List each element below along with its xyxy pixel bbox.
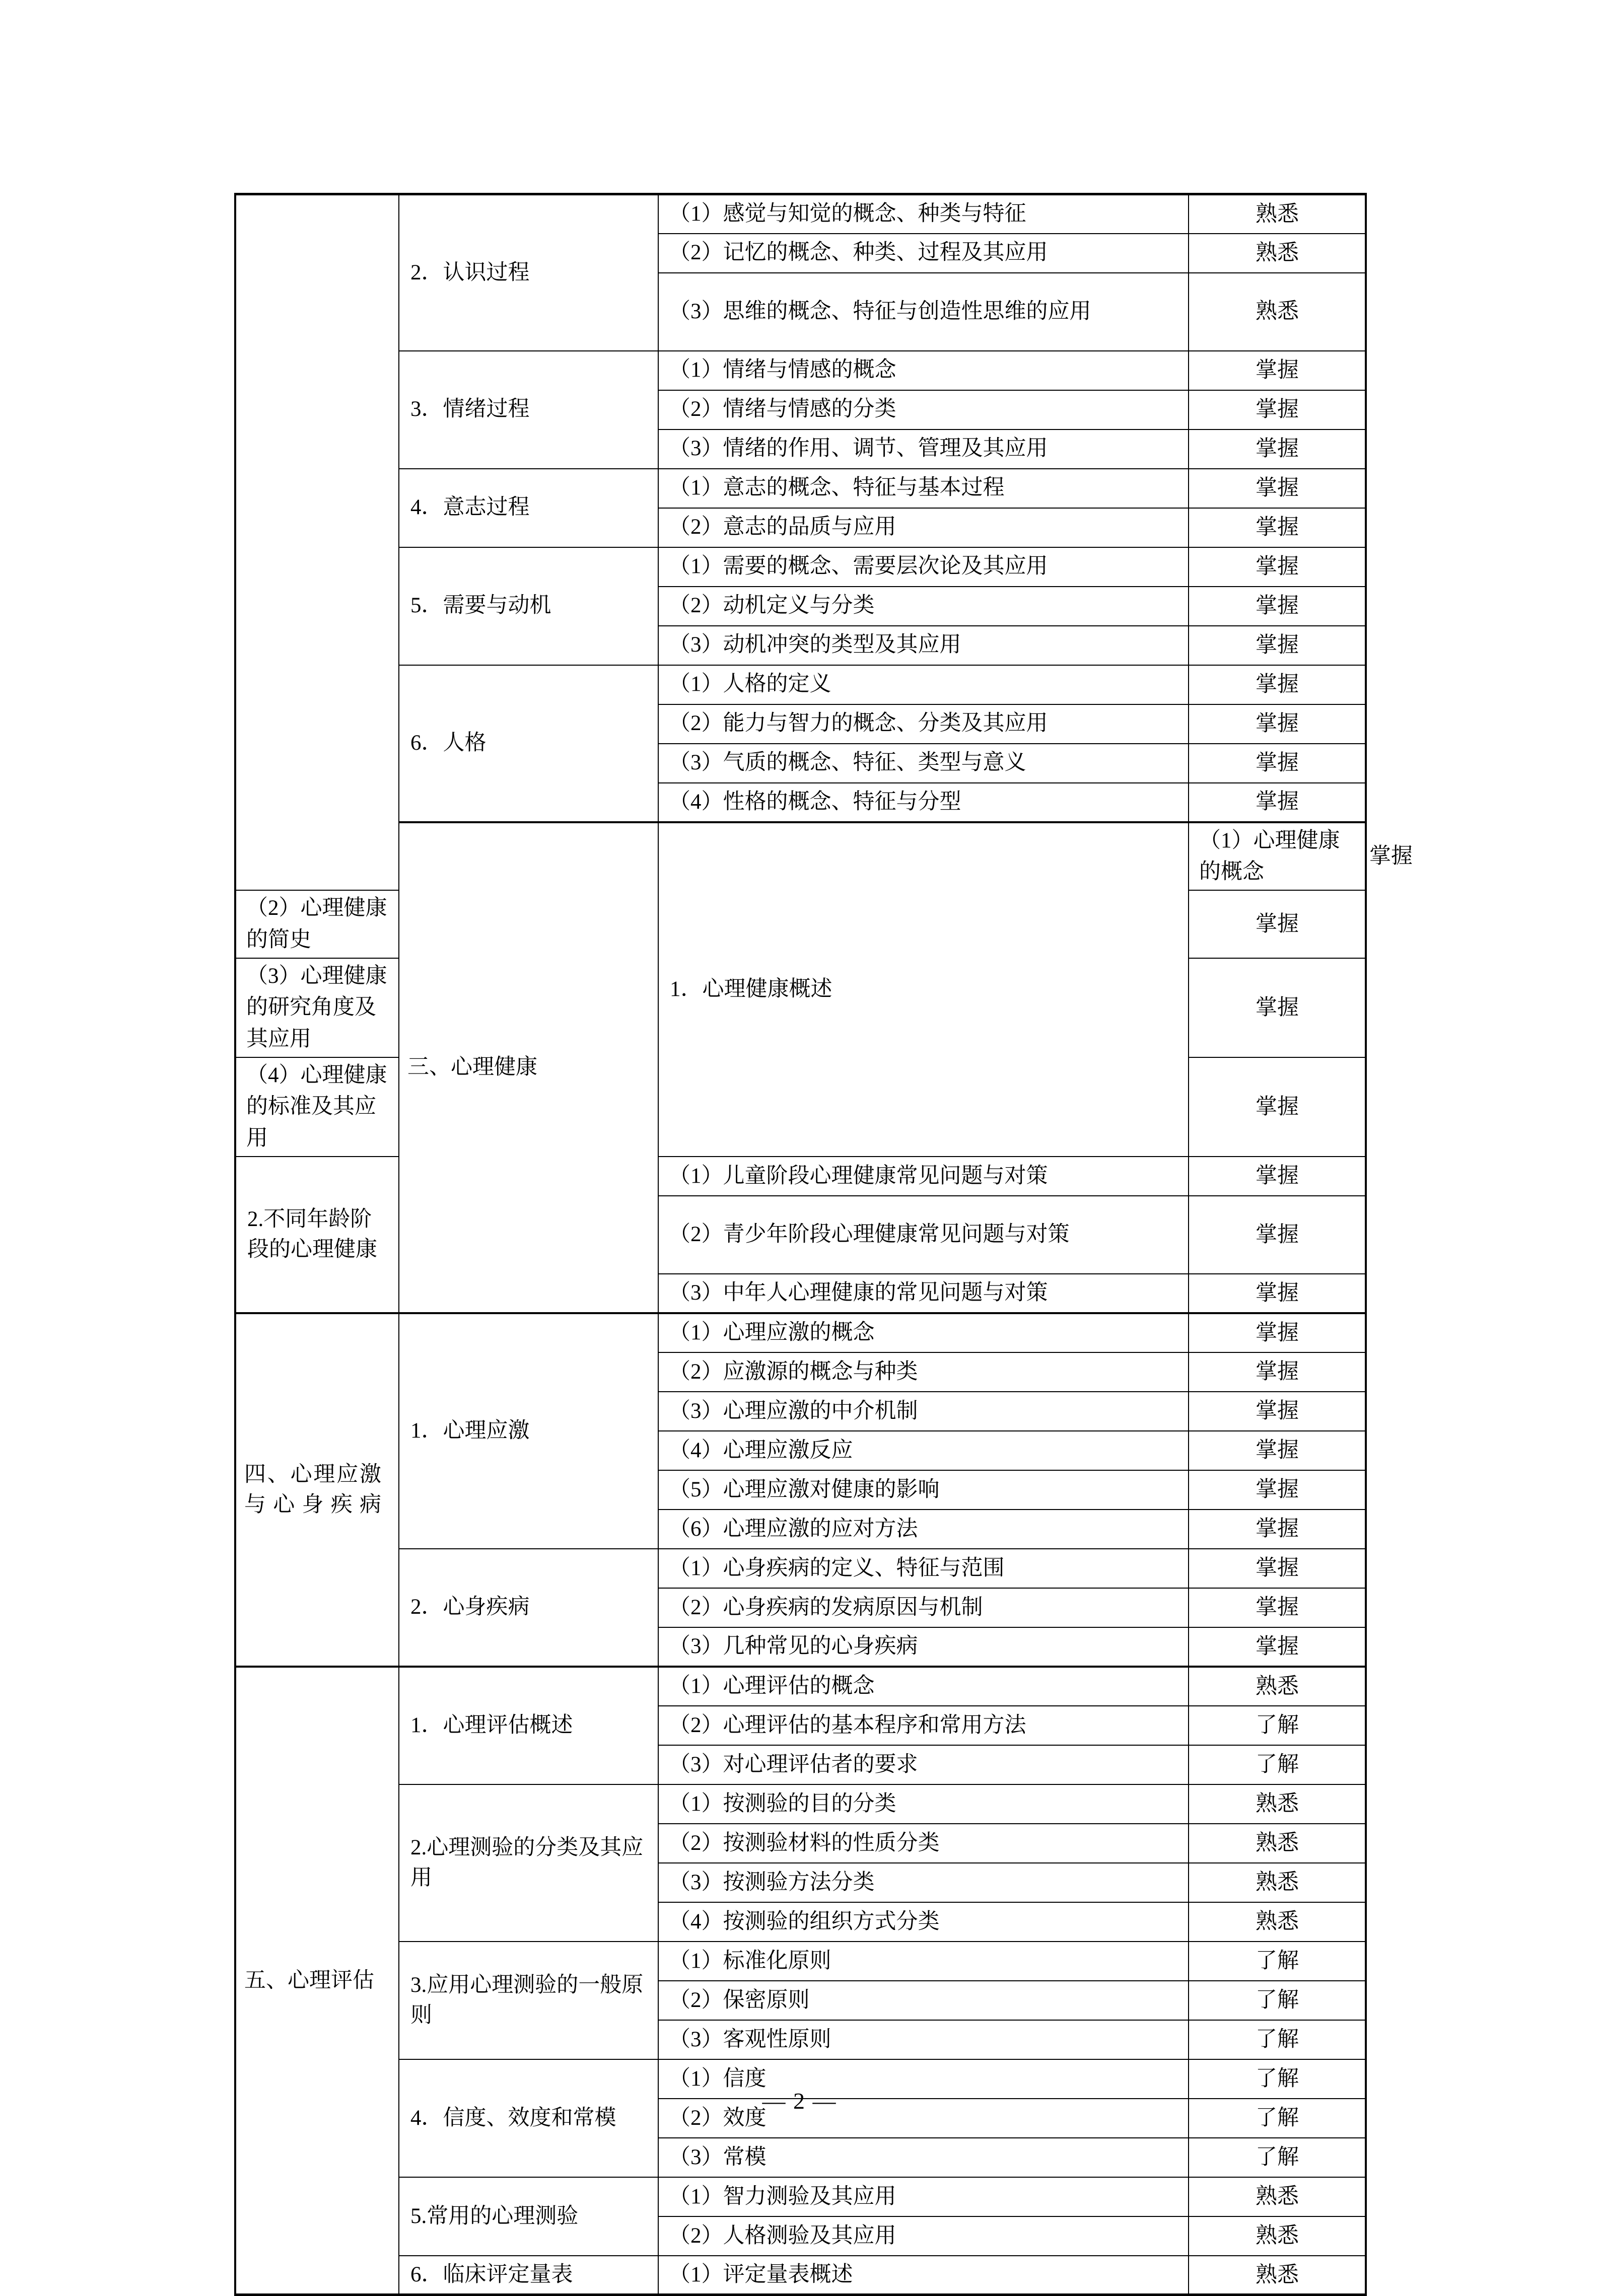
section-label: 四、心理应激与心身疾病 bbox=[244, 1462, 381, 1517]
requirement-level-label: 掌握 bbox=[1256, 1164, 1299, 1188]
topic-label: 1．心理评估概述 bbox=[410, 1713, 573, 1738]
requirement-level-label: 熟悉 bbox=[1256, 300, 1299, 324]
knowledge-point-cell bbox=[658, 1431, 1189, 1470]
knowledge-point-cell bbox=[658, 1157, 1189, 1196]
requirement-level-label: 了解 bbox=[1256, 2028, 1299, 2052]
knowledge-point-label: （2）能力与智力的概念、分类及其应用 bbox=[669, 711, 1048, 736]
knowledge-point-cell bbox=[658, 1981, 1189, 2020]
requirement-level-label: 熟悉 bbox=[1256, 1910, 1299, 1934]
knowledge-point-label: （6）心理应激的应对方法 bbox=[669, 1517, 918, 1541]
knowledge-point-cell bbox=[658, 587, 1189, 626]
knowledge-point-label: （3）心理健康的研究角度及其应用 bbox=[246, 964, 387, 1051]
requirement-level-label: 掌握 bbox=[1256, 397, 1299, 421]
requirement-level-cell bbox=[1189, 1627, 1366, 1667]
requirement-level-cell bbox=[1189, 1863, 1366, 1902]
requirement-level-cell bbox=[1189, 1549, 1366, 1588]
knowledge-point-cell bbox=[658, 1313, 1189, 1352]
knowledge-point-cell bbox=[658, 665, 1189, 704]
knowledge-point-cell bbox=[658, 1902, 1189, 1942]
requirement-level-cell bbox=[1189, 1057, 1366, 1157]
topic-cell bbox=[399, 351, 658, 469]
requirement-level-label: 掌握 bbox=[1256, 358, 1299, 382]
requirement-level-label: 掌握 bbox=[1256, 1634, 1299, 1659]
requirement-level-label: 掌握 bbox=[1256, 751, 1299, 775]
knowledge-point-label: （2）动机定义与分类 bbox=[669, 594, 875, 618]
requirement-level-cell bbox=[1189, 1824, 1366, 1863]
requirement-level-cell bbox=[1189, 1981, 1366, 2020]
knowledge-point-label: （3）气质的概念、特征、类型与意义 bbox=[669, 751, 1026, 775]
topic-label: 6．临床评定量表 bbox=[410, 2263, 573, 2287]
topic-label: 3．情绪过程 bbox=[410, 397, 530, 421]
knowledge-point-cell bbox=[658, 2020, 1189, 2059]
knowledge-point-label: （1）心理健康的概念 bbox=[1199, 828, 1340, 884]
knowledge-point-cell bbox=[658, 626, 1189, 665]
knowledge-point-label: （2）心理评估的基本程序和常用方法 bbox=[669, 1713, 1026, 1737]
section-cell bbox=[235, 194, 399, 891]
requirement-level-label: 熟悉 bbox=[1256, 1674, 1299, 1698]
topic-label: 6．人格 bbox=[410, 731, 486, 755]
outline-table-body bbox=[235, 194, 1413, 2295]
requirement-level-cell bbox=[1189, 2216, 1366, 2256]
section-label: 三、心理健康 bbox=[407, 1055, 537, 1080]
requirement-level-cell bbox=[1189, 469, 1366, 508]
knowledge-point-cell bbox=[658, 1824, 1189, 1863]
requirement-level-label: 掌握 bbox=[1256, 633, 1299, 657]
requirement-level-label: 了解 bbox=[1256, 1753, 1299, 1777]
requirement-level-label: 了解 bbox=[1256, 1949, 1299, 1973]
requirement-level-label: 了解 bbox=[1256, 1988, 1299, 2013]
topic-label: 2.心理测验的分类及其应用 bbox=[410, 1835, 644, 1890]
knowledge-point-cell bbox=[658, 1745, 1189, 1784]
knowledge-point-cell bbox=[658, 469, 1189, 508]
requirement-level-label: 熟悉 bbox=[1256, 241, 1299, 265]
topic-label: 3.应用心理测验的一般原则 bbox=[410, 1973, 644, 2027]
requirement-level-cell bbox=[1189, 2020, 1366, 2059]
topic-label: 5．需要与动机 bbox=[410, 594, 551, 618]
requirement-level-label: 熟悉 bbox=[1256, 1831, 1299, 1855]
requirement-level-cell bbox=[1189, 1313, 1366, 1352]
knowledge-point-cell bbox=[658, 1942, 1189, 1981]
knowledge-point-label: （2）人格测验及其应用 bbox=[669, 2223, 896, 2248]
knowledge-point-cell bbox=[658, 1627, 1189, 1667]
requirement-level-cell bbox=[1189, 234, 1366, 273]
requirement-level-label: 掌握 bbox=[1256, 995, 1299, 1020]
knowledge-point-cell bbox=[658, 1196, 1189, 1274]
requirement-level-label: 掌握 bbox=[1256, 476, 1299, 500]
knowledge-point-label: （3）中年人心理健康的常见问题与对策 bbox=[669, 1281, 1048, 1305]
knowledge-point-label: （5）心理应激对健康的影响 bbox=[669, 1477, 940, 1501]
knowledge-point-label: （3）心理应激的中介机制 bbox=[669, 1399, 918, 1423]
topic-cell bbox=[399, 1313, 658, 1549]
requirement-level-cell bbox=[1189, 547, 1366, 587]
requirement-level-cell bbox=[1189, 1706, 1366, 1745]
requirement-level-label: 掌握 bbox=[1256, 1399, 1299, 1423]
topic-cell bbox=[399, 2256, 658, 2295]
requirement-level-cell bbox=[1189, 890, 1366, 958]
knowledge-point-label: （3）常模 bbox=[669, 2145, 767, 2169]
requirement-level-label: 掌握 bbox=[1256, 1478, 1299, 1502]
knowledge-point-cell bbox=[658, 2216, 1189, 2256]
knowledge-point-label: （1）感觉与知觉的概念、种类与特征 bbox=[669, 202, 1026, 226]
knowledge-point-cell bbox=[658, 1274, 1189, 1313]
knowledge-point-label: （1）心身疾病的定义、特征与范围 bbox=[669, 1556, 1005, 1580]
topic-label: 5.常用的心理测验 bbox=[410, 2204, 579, 2228]
knowledge-point-label: （1）心理评估的概念 bbox=[669, 1674, 875, 1698]
table-row bbox=[235, 1549, 1366, 1588]
page-number: — 2 — bbox=[762, 2088, 837, 2114]
knowledge-point-label: （2）应激源的概念与种类 bbox=[669, 1359, 918, 1384]
knowledge-point-cell bbox=[658, 744, 1189, 783]
knowledge-point-cell bbox=[658, 508, 1189, 547]
knowledge-point-label: （2）青少年阶段心理健康常见问题与对策 bbox=[669, 1223, 1070, 1247]
requirement-level-label: 掌握 bbox=[1256, 554, 1299, 579]
knowledge-point-cell bbox=[658, 390, 1189, 429]
requirement-level-cell bbox=[1189, 2177, 1366, 2216]
requirement-level-label: 了解 bbox=[1256, 1713, 1299, 1738]
knowledge-point-cell bbox=[658, 234, 1189, 273]
requirement-level-cell bbox=[1189, 1157, 1366, 1196]
knowledge-point-label: （1）信度 bbox=[669, 2066, 767, 2091]
exam-outline-table bbox=[234, 193, 1413, 2296]
knowledge-point-cell bbox=[658, 2177, 1189, 2216]
knowledge-point-label: （2）心理健康的简史 bbox=[246, 896, 387, 952]
knowledge-point-label: （2）效度 bbox=[669, 2106, 767, 2130]
requirement-level-cell bbox=[1189, 1352, 1366, 1392]
knowledge-point-cell bbox=[658, 429, 1189, 469]
topic-label: 1．心理健康概述 bbox=[670, 977, 832, 1001]
topic-label: 2．认识过程 bbox=[410, 260, 530, 284]
knowledge-point-label: （4）按测验的组织方式分类 bbox=[669, 1909, 940, 1933]
section-label: 五、心理评估 bbox=[244, 1968, 374, 1992]
knowledge-point-label: （3）客观性原则 bbox=[669, 2027, 831, 2051]
knowledge-point-label: （2）按测验材料的性质分类 bbox=[669, 1831, 940, 1855]
requirement-level-cell bbox=[1189, 626, 1366, 665]
topic-cell bbox=[399, 2059, 658, 2177]
requirement-level-label: 熟悉 bbox=[1256, 1792, 1299, 1816]
knowledge-point-label: （4）心理应激反应 bbox=[669, 1438, 853, 1462]
knowledge-point-cell bbox=[658, 1588, 1189, 1627]
requirement-level-label: 熟悉 bbox=[1256, 2224, 1299, 2248]
knowledge-point-cell bbox=[658, 1510, 1189, 1549]
knowledge-point-label: （2）意志的品质与应用 bbox=[669, 515, 896, 539]
requirement-level-cell bbox=[1189, 429, 1366, 469]
knowledge-point-label: （2）记忆的概念、种类、过程及其应用 bbox=[669, 241, 1048, 265]
requirement-level-label: 了解 bbox=[1256, 2067, 1299, 2091]
requirement-level-label: 掌握 bbox=[1256, 515, 1299, 539]
topic-cell bbox=[399, 2177, 658, 2256]
table-row bbox=[235, 547, 1366, 587]
requirement-level-cell bbox=[1189, 587, 1366, 626]
knowledge-point-cell bbox=[658, 1392, 1189, 1431]
requirement-level-cell bbox=[1189, 1942, 1366, 1981]
section-cell bbox=[399, 822, 658, 1313]
requirement-level-label: 掌握 bbox=[1256, 437, 1299, 461]
requirement-level-cell bbox=[1189, 704, 1366, 744]
requirement-level-cell bbox=[1189, 1431, 1366, 1470]
knowledge-point-cell bbox=[1189, 822, 1366, 891]
knowledge-point-cell bbox=[658, 1706, 1189, 1745]
topic-cell bbox=[399, 1784, 658, 1942]
requirement-level-label: 掌握 bbox=[1256, 912, 1299, 936]
requirement-level-label: 掌握 bbox=[1256, 1439, 1299, 1463]
knowledge-point-cell bbox=[235, 890, 399, 958]
topic-label: 4．信度、效度和常模 bbox=[410, 2106, 616, 2130]
knowledge-point-cell bbox=[658, 1549, 1189, 1588]
knowledge-point-cell bbox=[658, 1667, 1189, 1706]
topic-cell bbox=[399, 1549, 658, 1667]
table-row bbox=[235, 1313, 1366, 1352]
requirement-level-cell bbox=[1189, 958, 1366, 1057]
topic-cell bbox=[399, 1942, 658, 2059]
requirement-level-label: 掌握 bbox=[1256, 672, 1299, 696]
requirement-level-cell bbox=[1189, 1667, 1366, 1706]
knowledge-point-label: （2）心身疾病的发病原因与机制 bbox=[669, 1595, 983, 1619]
topic-label: 2．心身疾病 bbox=[410, 1595, 530, 1619]
table-row bbox=[235, 2177, 1366, 2216]
requirement-level-label: 掌握 bbox=[1256, 790, 1299, 814]
knowledge-point-label: （3）按测验方法分类 bbox=[669, 1870, 875, 1894]
requirement-level-cell bbox=[1189, 783, 1366, 822]
topic-label: 2.不同年龄阶段的心理健康 bbox=[247, 1207, 377, 1261]
section-cell bbox=[235, 1667, 399, 2295]
table-row bbox=[235, 2256, 1366, 2295]
requirement-level-label: 掌握 bbox=[1256, 1556, 1299, 1581]
requirement-level-label: 掌握 bbox=[1256, 711, 1299, 736]
knowledge-point-cell bbox=[658, 783, 1189, 822]
requirement-level-label: 熟悉 bbox=[1256, 2263, 1299, 2287]
knowledge-point-cell bbox=[658, 704, 1189, 744]
requirement-level-cell bbox=[1189, 390, 1366, 429]
requirement-level-cell bbox=[1189, 351, 1366, 390]
table-row bbox=[235, 1667, 1366, 1706]
knowledge-point-label: （3）对心理评估者的要求 bbox=[669, 1752, 918, 1776]
topic-label: 1．心理应激 bbox=[410, 1419, 530, 1443]
knowledge-point-label: （3）情绪的作用、调节、管理及其应用 bbox=[669, 437, 1048, 461]
requirement-level-cell bbox=[1189, 744, 1366, 783]
topic-cell bbox=[399, 1667, 658, 1784]
knowledge-point-cell bbox=[658, 273, 1189, 351]
knowledge-point-cell bbox=[658, 1352, 1189, 1392]
requirement-level-label: 了解 bbox=[1256, 2145, 1299, 2170]
knowledge-point-label: （2）保密原则 bbox=[669, 1988, 810, 2012]
knowledge-point-label: （3）几种常见的心身疾病 bbox=[669, 1634, 918, 1659]
requirement-level-cell bbox=[1189, 508, 1366, 547]
requirement-level-label: 掌握 bbox=[1369, 844, 1413, 869]
knowledge-point-label: （4）性格的概念、特征与分型 bbox=[669, 790, 961, 814]
requirement-level-label: 掌握 bbox=[1256, 1360, 1299, 1384]
knowledge-point-cell bbox=[658, 1784, 1189, 1824]
requirement-level-cell bbox=[1189, 1196, 1366, 1274]
table-row bbox=[235, 665, 1366, 704]
knowledge-point-cell bbox=[235, 958, 399, 1057]
requirement-level-cell bbox=[1189, 1902, 1366, 1942]
knowledge-point-cell bbox=[658, 194, 1189, 234]
requirement-level-label: 熟悉 bbox=[1256, 1871, 1299, 1895]
knowledge-point-label: （1）需要的概念、需要层次论及其应用 bbox=[669, 554, 1048, 579]
table-row bbox=[235, 1784, 1366, 1824]
knowledge-point-cell bbox=[658, 2138, 1189, 2177]
requirement-level-cell bbox=[1189, 1510, 1366, 1549]
requirement-level-cell bbox=[1189, 1588, 1366, 1627]
knowledge-point-label: （1）儿童阶段心理健康常见问题与对策 bbox=[669, 1164, 1048, 1188]
table-row bbox=[235, 194, 1366, 234]
knowledge-point-label: （2）情绪与情感的分类 bbox=[669, 397, 896, 421]
requirement-level-cell bbox=[1189, 1392, 1366, 1431]
requirement-level-cell bbox=[1189, 2256, 1366, 2295]
requirement-level-cell bbox=[1189, 665, 1366, 704]
knowledge-point-label: （1）评定量表概述 bbox=[669, 2263, 853, 2287]
knowledge-point-label: （4）心理健康的标准及其应用 bbox=[246, 1063, 387, 1150]
requirement-level-label: 掌握 bbox=[1256, 1223, 1299, 1247]
topic-cell bbox=[399, 665, 658, 822]
knowledge-point-cell bbox=[658, 351, 1189, 390]
topic-label: 4．意志过程 bbox=[410, 495, 530, 520]
knowledge-point-label: （1）意志的概念、特征与基本过程 bbox=[669, 476, 1005, 500]
knowledge-point-cell bbox=[658, 547, 1189, 587]
requirement-level-label: 熟悉 bbox=[1256, 2185, 1299, 2209]
topic-cell bbox=[235, 1157, 399, 1313]
requirement-level-cell bbox=[1189, 1470, 1366, 1510]
knowledge-point-label: （1）智力测验及其应用 bbox=[669, 2184, 896, 2208]
requirement-level-cell bbox=[1189, 2138, 1366, 2177]
requirement-level-label: 掌握 bbox=[1256, 1095, 1299, 1119]
knowledge-point-cell bbox=[235, 1057, 399, 1157]
topic-cell bbox=[399, 547, 658, 665]
requirement-level-cell bbox=[1189, 1745, 1366, 1784]
requirement-level-cell bbox=[1189, 1274, 1366, 1313]
topic-cell bbox=[399, 469, 658, 547]
knowledge-point-label: （1）心理应激的概念 bbox=[669, 1321, 875, 1345]
requirement-level-label: 掌握 bbox=[1256, 1321, 1299, 1345]
table-row bbox=[235, 351, 1366, 390]
requirement-level-label: 掌握 bbox=[1256, 1596, 1299, 1620]
knowledge-point-label: （3）思维的概念、特征与创造性思维的应用 bbox=[669, 299, 1091, 323]
requirement-level-label: 掌握 bbox=[1256, 1517, 1299, 1541]
requirement-level-cell bbox=[1189, 194, 1366, 234]
knowledge-point-label: （1）人格的定义 bbox=[669, 672, 831, 696]
knowledge-point-cell bbox=[658, 1863, 1189, 1902]
requirement-level-cell bbox=[1189, 1784, 1366, 1824]
topic-cell bbox=[399, 194, 658, 351]
requirement-level-label: 了解 bbox=[1256, 2106, 1299, 2130]
knowledge-point-cell bbox=[658, 2256, 1189, 2295]
knowledge-point-cell bbox=[658, 1470, 1189, 1510]
table-row bbox=[235, 822, 1366, 891]
requirement-level-label: 掌握 bbox=[1256, 594, 1299, 618]
knowledge-point-label: （1）标准化原则 bbox=[669, 1949, 831, 1973]
requirement-level-label: 掌握 bbox=[1256, 1281, 1299, 1305]
knowledge-point-label: （3）动机冲突的类型及其应用 bbox=[669, 633, 961, 657]
knowledge-point-label: （1）情绪与情感的概念 bbox=[669, 358, 896, 382]
table-row bbox=[235, 1942, 1366, 1981]
requirement-level-cell bbox=[1189, 273, 1366, 351]
table-row bbox=[235, 469, 1366, 508]
knowledge-point-label: （1）按测验的目的分类 bbox=[669, 1791, 896, 1816]
topic-cell bbox=[658, 822, 1189, 1157]
section-cell bbox=[235, 1313, 399, 1667]
requirement-level-label: 熟悉 bbox=[1256, 202, 1299, 226]
